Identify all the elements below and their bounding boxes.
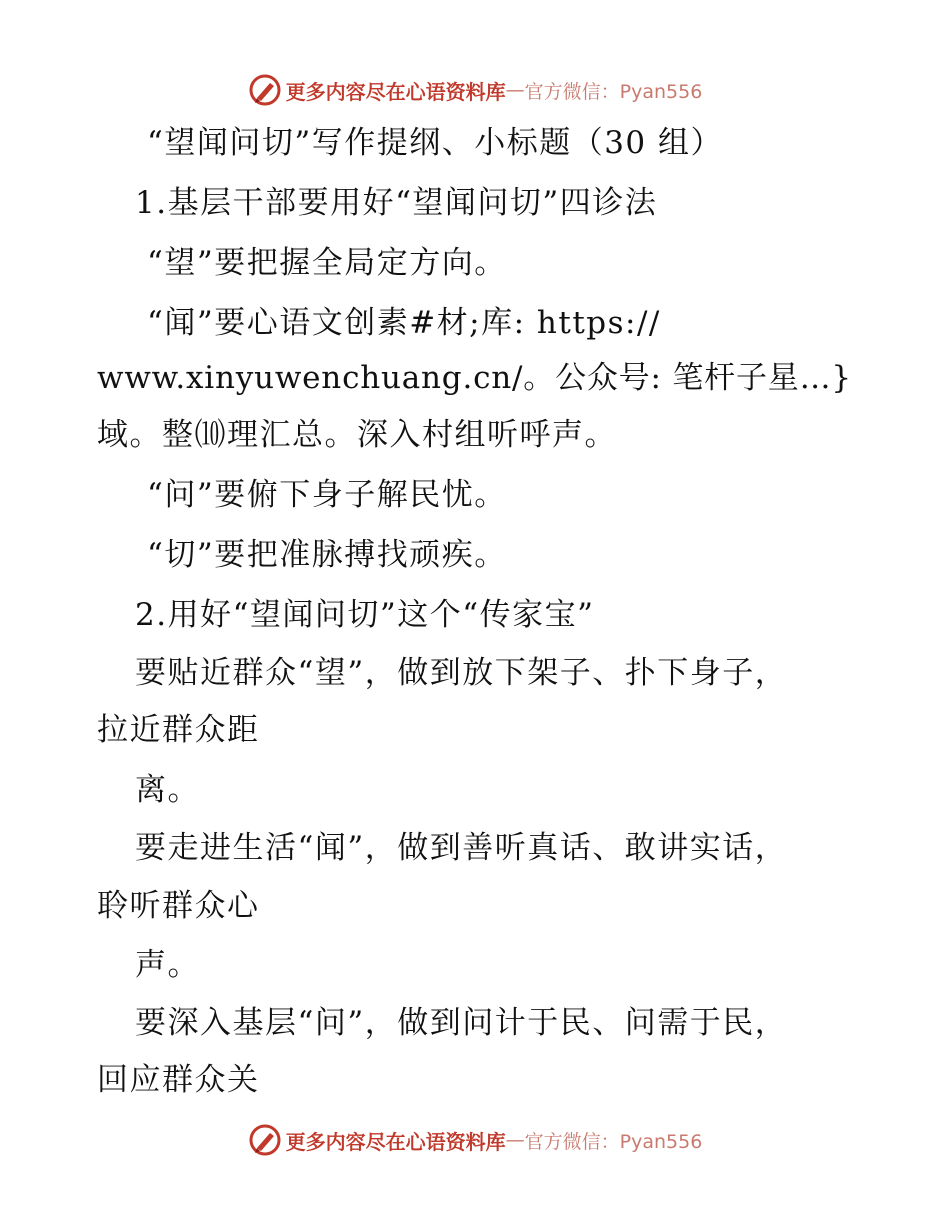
paragraph-line: “问”要俯下身子解民忧。 bbox=[147, 477, 507, 513]
paragraph-line: “望”要把握全局定方向。 bbox=[147, 245, 507, 281]
watermark-contact: 官方微信：Pyan556 bbox=[524, 1130, 703, 1153]
paragraph-line: 回应群众关 bbox=[97, 1062, 260, 1098]
paragraph-line: www.xinyuwenchuang.cn/。公众号: 笔杆子星…} bbox=[97, 360, 852, 396]
paragraph-line: 域。整⑽理汇总。深入村组听呼声。 bbox=[97, 417, 617, 453]
pen-logo-icon bbox=[248, 1123, 282, 1157]
watermark-brand: 更多内容尽在心语资料库 bbox=[285, 79, 506, 104]
section-heading-2: 2.用好“望闻问切”这个“传家宝” bbox=[135, 597, 595, 633]
paragraph-line: “切”要把准脉搏找顽疾。 bbox=[147, 537, 507, 573]
paragraph-line: 要走进生活“闻”，做到善听真话、敢讲实话， bbox=[135, 830, 788, 866]
paragraph-line: “闻”要心语文创素#材;库: https:// bbox=[147, 305, 661, 341]
paragraph-line: 拉近群众距 bbox=[97, 712, 260, 748]
watermark-dash: — bbox=[505, 1129, 525, 1151]
watermark-dash: — bbox=[505, 79, 525, 101]
document-title: “望闻问切”写作提纲、小标题（30 组） bbox=[147, 125, 723, 161]
section-heading-1: 1.基层干部要用好“望闻问切”四诊法 bbox=[135, 185, 658, 221]
paragraph-line: 声。 bbox=[135, 947, 200, 983]
watermark-contact: 官方微信：Pyan556 bbox=[524, 80, 703, 103]
header-watermark bbox=[0, 70, 950, 110]
paragraph-line: 要深入基层“问”，做到问计于民、问需于民， bbox=[135, 1005, 788, 1041]
paragraph-line: 聆听群众心 bbox=[97, 888, 260, 924]
watermark-brand: 更多内容尽在心语资料库 bbox=[285, 1129, 506, 1154]
pen-logo-icon bbox=[248, 73, 282, 107]
footer-watermark bbox=[0, 1120, 950, 1160]
paragraph-line: 离。 bbox=[135, 772, 200, 808]
paragraph-line: 要贴近群众“望”，做到放下架子、扑下身子， bbox=[135, 655, 788, 691]
